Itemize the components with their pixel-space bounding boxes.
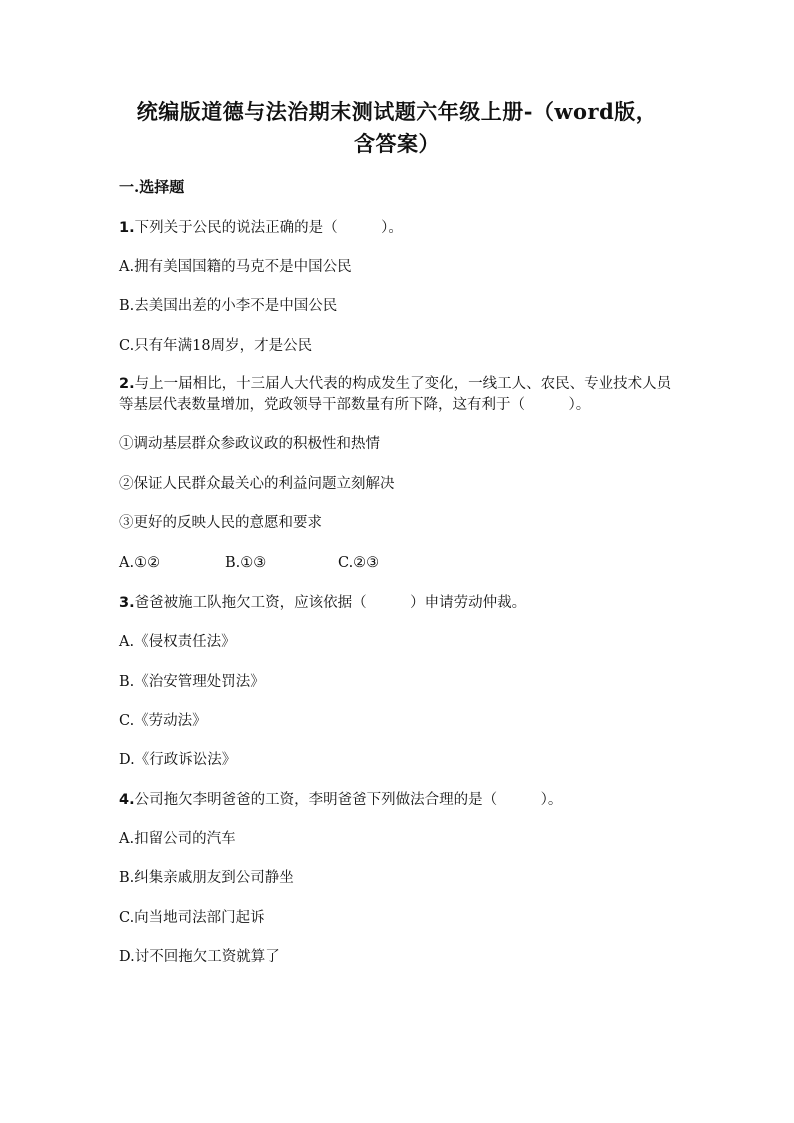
document-title	[100, 96, 694, 160]
option-4d: D.讨不回拖欠工资就算了	[119, 949, 280, 965]
option-1c: C.只有年满18周岁，才是公民	[119, 338, 313, 354]
statement-2: ②保证人民群众最关心的利益问题立刻解决	[119, 476, 395, 492]
option-2c: C.②③	[338, 555, 380, 571]
option-1b: B.去美国出差的小李不是中国公民	[119, 298, 338, 314]
option-3a: A.《侵权责任法》	[119, 634, 236, 650]
question-3	[119, 593, 679, 613]
options-row-2	[119, 553, 679, 573]
question-text: 爸爸被施工队拖欠工资，应该依据（ ）申请劳动仲裁。	[134, 595, 527, 611]
option-4a: A.扣留公司的汽车	[119, 831, 236, 847]
section-heading: 一.选择题	[119, 178, 185, 196]
question-2	[119, 374, 679, 416]
question-number: 1.	[119, 220, 135, 236]
question-number: 3.	[119, 595, 135, 611]
option-2a: A.①②	[119, 555, 161, 571]
option-3b: B.《治安管理处罚法》	[119, 674, 265, 690]
question-text: 下列关于公民的说法正确的是（ ）。	[134, 220, 403, 236]
statement-1: ①调动基层群众参政议政的积极性和热情	[119, 436, 380, 452]
statement-3: ③更好的反映人民的意愿和要求	[119, 515, 322, 531]
option-2b: B.①③	[225, 555, 267, 571]
option-4c: C.向当地司法部门起诉	[119, 910, 265, 926]
question-1	[119, 218, 679, 238]
title-line-1: 统编版道德与法治期末测试题六年级上册-（word版，	[136, 99, 658, 124]
question-text: 公司拖欠李明爸爸的工资，李明爸爸下列做法合理的是（ ）。	[134, 792, 563, 808]
option-4b: B.纠集亲戚朋友到公司静坐	[119, 870, 294, 886]
question-text: 与上一届相比，十三届人大代表的构成发生了变化，一线工人、农民、专业技术人员等基层代表数量增加，党政领导干部数量有所下降，这有利于（ ）。	[119, 376, 672, 413]
option-3c: C.《劳动法》	[119, 713, 207, 729]
option-3d: D.《行政诉讼法》	[119, 752, 237, 768]
question-number: 2.	[119, 376, 135, 392]
title-line-2: 含答案）	[354, 131, 440, 156]
question-number: 4.	[119, 792, 135, 808]
option-1a: A.拥有美国国籍的马克不是中国公民	[119, 259, 352, 275]
question-4	[119, 790, 679, 810]
